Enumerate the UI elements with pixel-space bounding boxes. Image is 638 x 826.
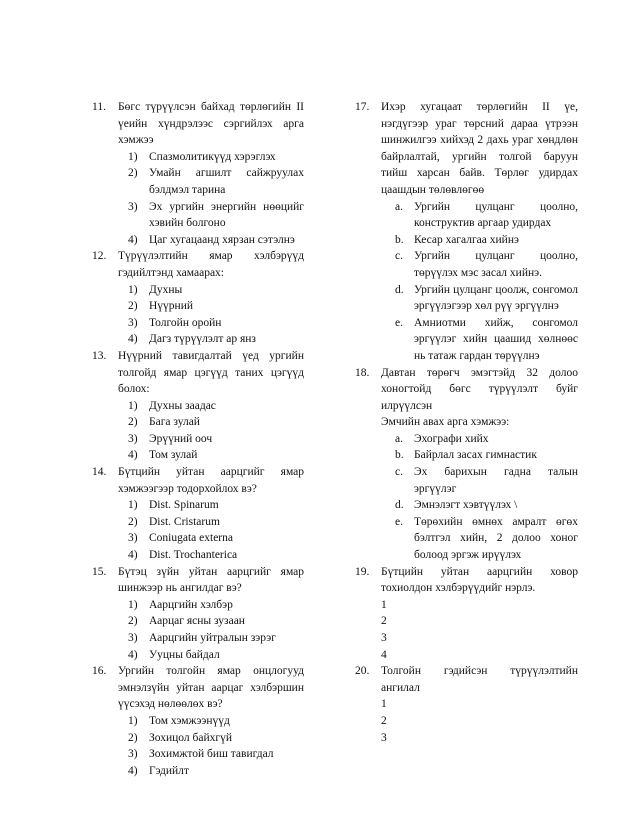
- option-number: 3): [128, 316, 138, 329]
- option-number: 1): [128, 598, 138, 611]
- question-header: [355, 663, 578, 696]
- answer-option: [395, 248, 578, 281]
- option-text: Coniugata externa: [149, 532, 233, 545]
- answer-option: [128, 647, 304, 664]
- option-text: Цаг хугацаанд хярзан сэтэлнэ: [149, 233, 295, 246]
- question-number: 14.: [92, 466, 107, 479]
- option-number: 4): [128, 449, 138, 462]
- question-header: [92, 248, 304, 281]
- option-text: Аарцгийн хэлбэр: [149, 598, 233, 611]
- option-text: Эх ургийн энергийн нөөцийг хэвийн болгоно: [149, 200, 304, 230]
- answer-option: [128, 530, 304, 547]
- question-q15: [92, 564, 304, 664]
- question-text: Бүтэц зүйн уйтан аарцгийг ямар шинжээр нь ангилдаг вэ?: [118, 565, 304, 595]
- option-text: Эх барихын гадна талын эргүүлэг: [414, 466, 578, 495]
- question-number: 17.: [355, 101, 370, 113]
- answer-option: [128, 414, 304, 431]
- answer-option: [128, 331, 304, 348]
- answer-option: [128, 165, 304, 198]
- answer-option: [395, 514, 578, 564]
- option-text: Ургийн цулцанг цоолно, конструктив аргаар удирдах: [414, 200, 578, 230]
- option-number: a.: [395, 432, 403, 445]
- right-column: [355, 99, 578, 746]
- question-number: 11.: [92, 101, 106, 113]
- question-subtext: Эмчийн авах арга хэмжээ:: [381, 416, 510, 429]
- answer-option: [395, 282, 578, 315]
- option-text: Dist. Spinarum: [149, 499, 219, 512]
- option-text: Духны заадас: [149, 399, 216, 412]
- answer-option: [128, 597, 304, 614]
- question-text: Бөгс түрүүлсэн байхад төрлөгийн II үеийн хүндрэлээс сэргийлэх арга хэмжээ: [118, 101, 304, 147]
- answer-option: [128, 630, 304, 647]
- answer-option: [128, 398, 304, 415]
- answer-option: [128, 431, 304, 448]
- option-number: 2): [128, 167, 138, 180]
- option-number: 4): [128, 333, 138, 346]
- option-number: 2): [128, 515, 138, 528]
- option-text: Амниотми хийж, сонгомол эргүүлэг хийн цаашид хөлнөөс нь татаж гардан төрүүлнэ: [414, 316, 578, 362]
- answer-option: [395, 464, 578, 497]
- question-number: 20.: [355, 665, 370, 678]
- option-number: b.: [395, 449, 404, 462]
- question-header: [355, 99, 578, 199]
- option-number: e.: [395, 515, 403, 528]
- option-text: Dist. Cristarum: [149, 515, 220, 528]
- answer-option: [128, 613, 304, 630]
- option-text: Байрлал засах гимнастик: [414, 449, 537, 462]
- question-text: Түрүүлэлтийн ямар хэлбэрүүд гэдийлтэнд хамаарах:: [118, 250, 304, 279]
- option-number: 4): [128, 233, 138, 246]
- question-q19: [355, 564, 578, 664]
- answer-option: [395, 199, 578, 232]
- option-number: 4): [128, 764, 138, 777]
- option-number: d.: [395, 499, 404, 512]
- option-text: Эмнэлэгт хэвтүүлэх \: [414, 499, 518, 512]
- option-number: 4): [128, 549, 138, 562]
- blank-line-number: 2: [381, 714, 387, 727]
- option-number: 3): [128, 632, 138, 644]
- question-number: 13.: [92, 349, 107, 362]
- option-text: Том хэмжээнүүд: [149, 714, 230, 727]
- question-q13: [92, 348, 304, 464]
- question-header: [92, 348, 304, 398]
- question-header: [92, 564, 304, 597]
- answer-option: [128, 447, 304, 464]
- option-text: Төрөхийн өмнөх амралт өгөх бэлтгэл хийн, 2 долоо хоног болоод эргэж ирүүлэх: [414, 515, 578, 562]
- option-number: 1): [128, 499, 138, 512]
- question-q11: [92, 99, 304, 248]
- option-number: 1): [128, 150, 138, 163]
- question-q14: [92, 464, 304, 564]
- option-text: Гэдийлт: [149, 764, 189, 777]
- question-q18: [355, 365, 578, 564]
- option-text: Dist. Trochanterica: [149, 549, 238, 562]
- option-text: Зохицол байхгүй: [149, 731, 232, 744]
- answer-option: [395, 497, 578, 514]
- answer-option: [128, 199, 304, 232]
- blank-line-number: 4: [381, 648, 387, 661]
- option-number: d.: [395, 283, 404, 296]
- answer-option: [395, 431, 578, 448]
- answer-option: [128, 763, 304, 780]
- question-number: 16.: [92, 665, 107, 678]
- option-text: Нүүрний: [149, 300, 194, 313]
- question-text: Нүүрний тавигдалтай үед ургийн толгойд ямар цэгүүд таних цэгүүд болох:: [118, 349, 304, 396]
- question-text: Давтан төрөгч эмэгтэйд 32 долоо хоногтойд бөгс түрүүлэлт буйг илрүүлсэн: [381, 366, 578, 412]
- option-text: Спазмолитикүүд хэрэглэх: [149, 150, 276, 163]
- option-number: 2): [128, 416, 138, 429]
- question-number: 19.: [355, 565, 370, 578]
- option-number: c.: [395, 250, 403, 263]
- option-number: 1): [128, 714, 138, 727]
- question-q12: [92, 248, 304, 348]
- answer-option: [128, 730, 304, 747]
- blank-line-number: 1: [381, 598, 387, 611]
- answer-option: [128, 514, 304, 531]
- question-text: Ургийн толгойн ямар онцлогууд эмнэлзүйн уйтан аарцаг хэлбэршин үүсэхэд нөлөөлөх вэ?: [118, 665, 304, 711]
- option-number: a.: [395, 200, 403, 213]
- option-number: 1): [128, 399, 138, 412]
- answer-option: [128, 149, 304, 166]
- question-q17: [355, 99, 578, 365]
- answer-option: [395, 447, 578, 464]
- question-header: [92, 464, 304, 497]
- option-number: 2): [128, 731, 138, 744]
- question-number: 12.: [92, 250, 107, 263]
- option-number: 1): [128, 283, 138, 296]
- option-text: Духны: [149, 283, 183, 296]
- left-column: [92, 99, 304, 779]
- answer-option: [128, 298, 304, 315]
- blank-line-number: 3: [381, 731, 387, 744]
- option-text: Дагз түрүүлэлт ар янз: [149, 333, 256, 346]
- question-text: Бүтцийн уйтан аарцгийн ховор тохиолдон хэлбэрүүдийг нэрлэ.: [381, 565, 578, 595]
- option-text: Кесар хагалгаа хийнэ: [414, 233, 519, 246]
- option-text: Ургийн цулцанг цоолно, төрүүлэх мэс засал хийнэ.: [414, 250, 578, 279]
- option-text: Аарцаг ясны зузаан: [149, 615, 245, 628]
- option-text: Эхографи хийх: [414, 432, 489, 445]
- question-header: [92, 663, 304, 713]
- option-text: Зохимжтой биш тавигдал: [149, 748, 274, 761]
- blank-line-number: 1: [381, 698, 387, 711]
- question-q20: [355, 663, 578, 746]
- answer-option: [128, 282, 304, 299]
- option-text: Бага зулай: [149, 416, 200, 429]
- option-number: b.: [395, 233, 404, 246]
- option-text: Толгойн оройн: [149, 316, 222, 329]
- option-number: 4): [128, 648, 138, 661]
- option-text: Ургийн цулцанг цоолж, сонгомол эргүүлэгээр хөл рүү эргүүлнэ: [414, 283, 578, 313]
- answer-option: [128, 315, 304, 332]
- blank-line-number: 2: [381, 615, 387, 628]
- answer-option: [395, 232, 578, 249]
- option-number: 3): [128, 532, 138, 545]
- question-number: 15.: [92, 565, 107, 578]
- question-header: [355, 365, 578, 415]
- option-number: 3): [128, 748, 138, 761]
- option-number: 3): [128, 432, 138, 445]
- question-text: Толгойн гэдийсэн түрүүлэлтийн ангилал: [381, 665, 578, 694]
- answer-option: [128, 713, 304, 730]
- option-text: Том зулай: [149, 449, 198, 462]
- option-text: Аарцгийн уйтралын зэрэг: [149, 632, 276, 644]
- question-text: Ихэр хугацаат төрлөгийн II үе, нэгдүгээр ураг төрсний дараа үтрээн шинжилгээ хийхэд 2 дахь ураг хөндлөн байрлалтай, ургийн толгой баруун тийш харсан байв. Төрлөг удирдах цаашдын төлөвлөгөө: [381, 101, 578, 196]
- option-number: e.: [395, 316, 403, 329]
- answer-option: [128, 232, 304, 249]
- option-number: c.: [395, 466, 403, 479]
- question-q16: [92, 663, 304, 779]
- option-text: Ууцны байдал: [149, 648, 220, 661]
- answer-option: [128, 497, 304, 514]
- answer-option: [128, 746, 304, 763]
- question-header: [92, 99, 304, 149]
- question-text: Бүтцийн уйтан аарцгийг ямар хэмжээгээр тодорхойлох вэ?: [118, 466, 304, 495]
- option-number: 2): [128, 300, 138, 313]
- question-number: 18.: [355, 366, 370, 379]
- question-header: [355, 564, 578, 597]
- option-text: Эрүүний ооч: [149, 432, 213, 445]
- option-number: 3): [128, 200, 138, 213]
- option-number: 2): [128, 615, 138, 628]
- blank-line-number: 3: [381, 632, 387, 644]
- option-text: Умайн агшилт сайжруулах бэлдмэл тарина: [149, 167, 304, 196]
- answer-option: [395, 315, 578, 365]
- answer-option: [128, 547, 304, 564]
